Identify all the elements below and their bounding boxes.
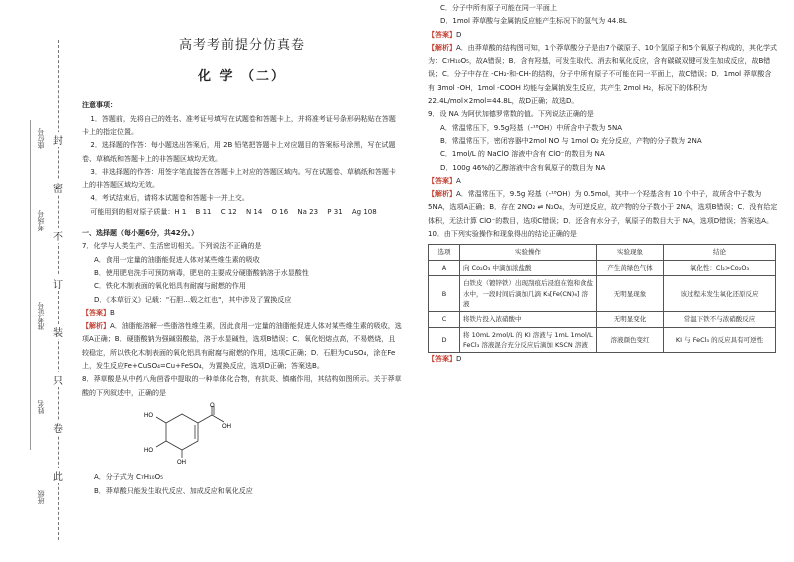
q7-analysis <box>82 320 402 373</box>
analysis-label: 【解析】 <box>428 43 456 52</box>
table-header: 选项 <box>429 245 460 260</box>
notice-heading: 注意事项： <box>82 101 117 110</box>
table-header: 实验操作 <box>460 245 597 260</box>
answer-label: 【答案】 <box>428 176 456 185</box>
notice-item: 4．考试结束后，请将本试题卷和答题卡一并上交。 <box>90 194 249 203</box>
name-label: 姓名 <box>37 400 45 414</box>
table-cell: 将铁片投入浓硝酸中 <box>460 312 597 327</box>
table-cell: 该过程未发生氧化还原反应 <box>664 276 776 312</box>
table-row <box>429 276 776 312</box>
seal-char: 卷 <box>52 420 64 435</box>
seal-char: 不 <box>52 228 64 243</box>
left-column <box>82 0 402 498</box>
seal-char: 此 <box>52 468 64 483</box>
table-cell: 氧化性：Cl₂>Co₂O₃ <box>664 260 776 275</box>
q10-stem: 10．由下列实验操作和现象得出的结论正确的是 <box>428 230 577 239</box>
q10-table <box>428 244 776 353</box>
seal-char: 只 <box>52 372 64 387</box>
q8-stem: 8．莽草酸是从中药八角茴香中提取的一种单体化合物，有抗炎、镇痛作用，其结构如图所示。关于莽草酸的下列叙述中，正确的是 <box>82 375 402 397</box>
q9-option: A．常温常压下，9.5g羟基（-¹⁸OH）中所含中子数为 5NA <box>440 123 622 132</box>
q8-option: D．1mol 莽草酸与金属钠反应能产生标况下的氢气为 44.8L <box>440 17 627 26</box>
q8-option: C．分子中所有原子可能在同一平面上 <box>440 4 557 12</box>
q9-analysis <box>428 188 778 228</box>
table-header: 实验现象 <box>597 245 664 260</box>
q8-answer <box>428 29 778 42</box>
table-row <box>429 327 776 353</box>
q10-answer <box>428 353 778 366</box>
q7-option: B．使用肥皂洗手可预防病毒，肥皂的主要成分硬脂酸钠溶于水显酸性 <box>94 268 309 277</box>
answer-label: 【答案】 <box>428 30 456 39</box>
analysis-text: A．由莽草酸的结构图可知，1个莽草酸分子是由7个碳原子、10个氢原子和5个氧原子构成的，其化学式为：C₇H₁₀O₅，故A错误；B．含有羟基，可发生取代、消去和氧化反应，含有碳碳双键可发生加成反应，故B错误；C．分子中存在 -CH₂-和-CH-的结构，分子中所有原子不可能在同一平面上，故C错误；D．1mol 莽草酸含有 3mol -OH，1mol -COOH 均能与金属钠发生反应，共产生 2mol H₂，标况下的体积为 22.4L/mol×2mol=44.8L，故D正确；故选D。 <box>428 43 778 106</box>
analysis-label: 【解析】 <box>428 190 456 199</box>
table-cell: 产生黄绿色气体 <box>597 260 664 275</box>
q7-option: A．食用一定量的油脂能促进人体对某些维生素的吸收 <box>94 255 260 264</box>
q9-option: B．常温常压下，密闭容器中2mol NO 与 1mol O₂ 充分反应，产物的分子数为 2NA <box>440 136 702 145</box>
table-cell: 向 Co₂O₃ 中滴加浓盐酸 <box>460 260 597 275</box>
binding-margin <box>0 0 80 562</box>
table-cell: A <box>429 260 460 275</box>
info-line <box>30 120 31 450</box>
q9-option: D．100g 46%的乙醇溶液中含有氧原子的数目为 NA <box>440 163 606 172</box>
exam-room-label: 考场号 <box>37 210 45 231</box>
q9-answer <box>428 175 778 188</box>
struct-label: HO <box>144 412 153 419</box>
analysis-text: A．常温常压下，9.5g 羟基（-¹⁸OH）为 0.5mol，其中一个羟基含有 10 个中子，故所含中子数为 5NA，选项A正确；B．存在 2NO₂ ⇌ N₂O₄，为可逆反应，故产物的分子数小于 2NA，选项B错误；C．没有给定体积，无法计算 ClO⁻的数目，选项C错误；D．还含有水分子，氧原子的数目大于 NA，选项D错误；答案选A。 <box>428 190 778 225</box>
q7-option: D．《本草衍义》记载："石胆…煅之红也"，其中涉及了置换反应 <box>94 295 292 304</box>
struct-label: HO <box>144 447 153 454</box>
page-subtitle: 化 学 （二） <box>197 68 287 84</box>
q7-answer <box>82 307 402 320</box>
seat-number-label: 座位号 <box>37 128 45 149</box>
table-row <box>429 312 776 327</box>
table-cell: 白铁皮（镀锌铁）出现刮痕后浸泡在饱和食盐水中，一段时间后滴加几滴 K₃[Fe(CN)₆] 溶液 <box>460 276 597 312</box>
table-header-row <box>429 245 776 260</box>
answer-value: D <box>456 355 462 364</box>
table-cell: 无明显现象 <box>597 276 664 312</box>
answer-value: B <box>110 308 115 317</box>
admission-number-label: 准考证号 <box>37 302 45 330</box>
table-cell: D <box>429 327 460 353</box>
section-heading: 一、选择题（每小题6分，共42分。） <box>82 229 199 238</box>
q8-analysis <box>428 42 778 108</box>
table-header: 结论 <box>664 245 776 260</box>
table-cell: 将 10mL 2mol/L 的 KI 溶液与 1mL 1mol/L FeCl₃ 溶液混合充分反应后滴加 KSCN 溶液 <box>460 327 597 353</box>
seal-char: 订 <box>52 276 64 291</box>
right-column <box>428 2 778 367</box>
seal-char: 封 <box>52 132 64 147</box>
notice-item: 2．选择题的作答：每小题选出答案后，用 2B 铅笔把答题卡上对应题目的答案标号涂黑，写在试题卷、草稿纸和答题卡上的非答题区域均无效。 <box>82 141 396 163</box>
table-row <box>429 260 776 275</box>
struct-label: OH <box>177 459 186 464</box>
answer-label: 【答案】 <box>428 355 456 364</box>
struct-label: O <box>210 402 215 409</box>
answer-label: 【答案】 <box>82 308 110 317</box>
q7-stem: 7．化学与人类生产、生活密切相关。下列说法不正确的是 <box>82 242 262 251</box>
struct-label: OH <box>222 423 231 430</box>
table-cell: 无明显变化 <box>597 312 664 327</box>
q8-option: B．莽草酸只能发生取代反应、加成反应和氧化反应 <box>94 486 253 495</box>
q7-option: C．铁化木制表面的氧化铝具有耐腐与耐燃的作用 <box>94 282 246 291</box>
seal-char: 装 <box>52 324 64 339</box>
table-cell: 溶液颜色变红 <box>597 327 664 353</box>
notice-item: 1．答题前，先将自己的姓名、准考证号填写在试题卷和答题卡上，并将准考证号条形码粘贴在答题卡上的指定位置。 <box>82 114 396 136</box>
page-title: 高考考前提分仿真卷 <box>178 38 305 53</box>
analysis-label: 【解析】 <box>82 322 110 331</box>
q8-option: A．分子式为 C₇H₁₀O₅ <box>94 473 163 482</box>
table-cell: C <box>429 312 460 327</box>
shikimic-acid-structure <box>142 402 232 464</box>
table-cell: KI 与 FeCl₃ 的反应具有可逆性 <box>664 327 776 353</box>
analysis-text: A．油脂能溶解一些脂溶性维生素，因此食用一定量的油脂能促进人体对某些维生素的吸收，选项A正确；B．硬脂酸钠为强碱弱酸盐，溶于水显碱性，选项B错误；C．氧化铝熔点高，不易燃烧，且较稳定，所以铁化木制表面的氧化铝具有耐腐与耐燃的作用，选项C正确；D．石胆为CuSO₄，涂在Fe上，发生反应Fe+CuSO₄=Cu+FeSO₄，为置换反应，选项D正确；答案选B。 <box>82 322 402 371</box>
answer-value: A <box>456 176 461 185</box>
seal-char: 密 <box>52 180 64 195</box>
q9-stem: 9．设 NA 为阿伏加德罗常数的值。下列说法正确的是 <box>428 110 594 119</box>
table-cell: 常温下铁不与浓硝酸反应 <box>664 312 776 327</box>
table-cell: B <box>429 276 460 312</box>
q9-option: C．1mol/L 的 NaClO 溶液中含有 ClO⁻的数目为 NA <box>440 150 605 159</box>
atomic-masses: 可能用到的相对原子质量：H 1 B 11 C 12 N 14 O 16 Na 23 P 31 Ag 108 <box>90 207 377 216</box>
notice-item: 3．非选择题的作答：用签字笔直接答在答题卡上对应的答题区域内。写在试题卷、草稿纸和答题卡上的非答题区域均无效。 <box>82 167 396 190</box>
class-label: 班级 <box>37 490 45 504</box>
answer-value: D <box>456 30 462 39</box>
